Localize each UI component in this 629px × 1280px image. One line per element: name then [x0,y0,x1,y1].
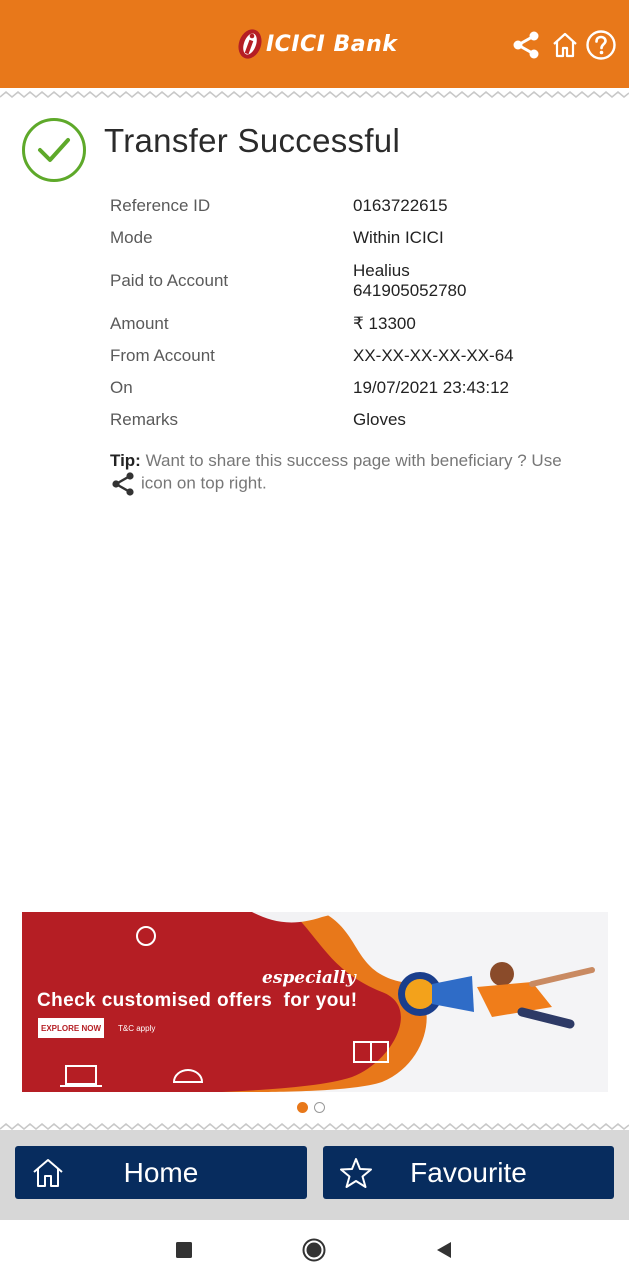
detail-label: From Account [110,346,215,365]
detail-row-paid-to-account [110,258,580,304]
page-title: Transfer Successful [104,122,401,159]
carousel-dot[interactable] [314,1102,325,1113]
detail-value: Healius 641905052780 [353,261,467,300]
explore-now-button[interactable]: EXPLORE NOW [38,1018,104,1038]
tip-text-end: icon on top right. [141,473,267,493]
share-tip [110,450,580,497]
app-header [0,0,629,88]
detail-row-reference-id [110,194,580,218]
help-icon[interactable] [584,28,618,62]
home-circle-icon[interactable] [301,1237,327,1263]
detail-label: Amount [110,314,169,333]
detail-row-remarks [110,408,580,432]
detail-value: Gloves [353,410,406,429]
icici-logo-mark [234,27,264,61]
transaction-details [110,194,580,432]
tip-text: Want to share this success page with beneficiary ? Use [145,451,562,470]
detail-label: Remarks [110,410,179,429]
brand-name: ICICI Bank [266,31,398,57]
star-icon [339,1156,373,1190]
header-zigzag-divider [0,88,629,102]
detail-label: Reference ID [110,196,211,215]
icici-logo [234,24,397,64]
detail-row-from-account [110,344,580,368]
favourite-button-label: Favourite [410,1156,527,1188]
back-triangle-icon[interactable] [431,1237,457,1263]
promo-banner[interactable] [22,912,608,1092]
detail-value: 0163722615 [353,196,448,215]
bottom-action-bar [0,1130,629,1220]
home-icon [31,1156,65,1190]
home-button-label: Home [123,1156,199,1188]
detail-row-amount [110,312,580,336]
carousel-indicator [297,1102,325,1113]
terms-note: T&C apply [118,1024,156,1033]
detail-row-mode [110,226,580,250]
detail-label: Paid to Account [110,271,229,290]
detail-value: Within ICICI [353,228,444,247]
banner-headline: Check customised offers for you! [37,990,358,1011]
tip-label: Tip: [110,451,141,470]
system-navigation-bar [0,1220,629,1280]
share-icon[interactable] [509,28,543,62]
check-circle-icon [21,117,87,183]
carousel-dot-active[interactable] [297,1102,308,1113]
home-button[interactable] [15,1146,307,1199]
home-icon[interactable] [548,28,582,62]
share-icon [110,471,136,497]
detail-value: ₹ 13300 [353,314,416,333]
detail-label: On [110,378,133,397]
banner-emphasis: especially [262,968,356,988]
detail-label: Mode [110,228,153,247]
detail-row-date [110,376,580,400]
detail-value: 19/07/2021 23:43:12 [353,378,509,397]
detail-value: XX-XX-XX-XX-XX-64 [353,346,514,365]
favourite-button[interactable] [323,1146,614,1199]
recent-apps-icon[interactable] [171,1237,197,1263]
